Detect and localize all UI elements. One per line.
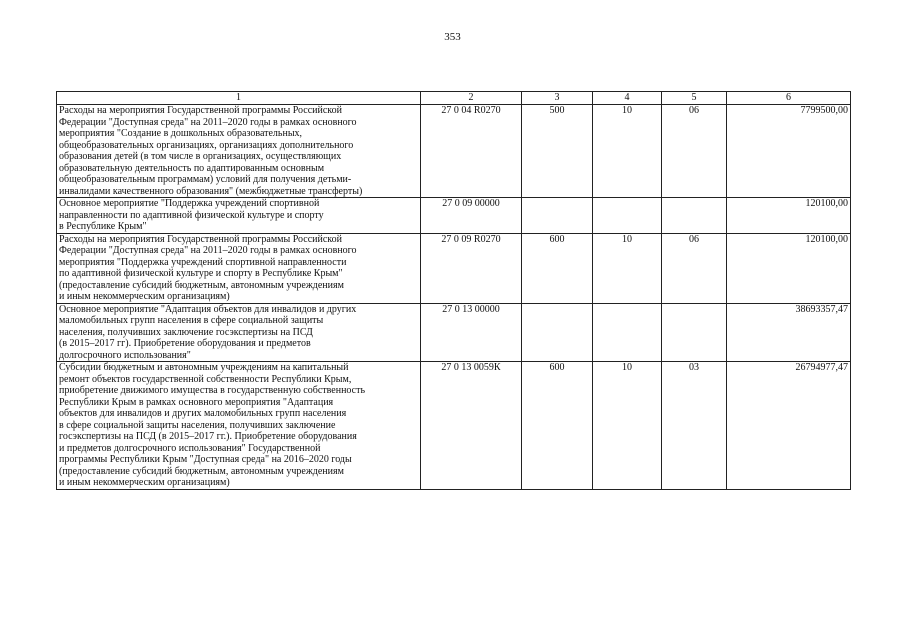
row-description xyxy=(57,198,421,234)
column-header-1: 1 xyxy=(57,92,421,105)
expense-type: 600 xyxy=(522,233,593,303)
budget-code: 27 0 09 00000 xyxy=(421,198,522,234)
section-code: 10 xyxy=(593,233,662,303)
description-line: Субсидии бюджетным и автономным учреждениям на капитальный xyxy=(59,362,349,373)
description-line: (предоставление субсидий бюджетным, автономным учреждениям xyxy=(59,279,344,291)
column-header-5: 5 xyxy=(662,92,727,105)
description-line: общеобразовательных организациях, организациях дополнительного xyxy=(59,139,354,151)
expense-type: 500 xyxy=(522,105,593,198)
amount: 7799500,00 xyxy=(727,105,851,198)
table-row xyxy=(57,198,851,234)
section-code: 10 xyxy=(593,105,662,198)
expense-type: 600 xyxy=(522,362,593,490)
column-header-2: 2 xyxy=(421,92,522,105)
subsection-code: 06 xyxy=(662,233,727,303)
budget-table xyxy=(56,91,851,490)
description-line: по адаптивной физической культуре и спорту в Республике Крым" xyxy=(59,268,343,279)
row-description xyxy=(57,303,421,362)
amount: 38693357,47 xyxy=(727,303,851,362)
description-line: мероприятия "Поддержка учреждений спортивной направленности xyxy=(59,256,347,268)
amount: 120100,00 xyxy=(727,198,851,234)
budget-code: 27 0 09 R0270 xyxy=(421,233,522,303)
section-code xyxy=(593,198,662,234)
description-line: общеобразовательным программам) условий для получения детьми- xyxy=(59,174,352,185)
description-line: Расходы на мероприятия Государственной программы Российской xyxy=(59,105,342,116)
description-line: (предоставление субсидий бюджетным, автономным учреждениям xyxy=(59,465,344,477)
description-line: и предметов долгосрочного использования" Государственной xyxy=(59,442,321,454)
description-line: Республики Крым в рамках основного мероприятия "Адаптация xyxy=(59,396,334,408)
description-line: программы Республики Крым "Доступная среда" на 2016–2020 годы xyxy=(59,454,352,465)
section-code: 10 xyxy=(593,362,662,490)
description-line: Основное мероприятие "Адаптация объектов для инвалидов и других xyxy=(59,303,357,315)
description-line: образования детей (в том числе в организациях, осуществляющих xyxy=(59,151,342,162)
description-line: мероприятия "Создание в дошкольных образовательных, xyxy=(59,128,303,139)
description-line: Расходы на мероприятия Государственной программы Российской xyxy=(59,233,342,245)
table-body xyxy=(57,105,851,490)
row-description xyxy=(57,233,421,303)
table-row xyxy=(57,362,851,490)
subsection-code: 06 xyxy=(662,105,727,198)
description-line: госэкспертизы на ПСД (в 2015–2017 гг.). Приобретение оборудования xyxy=(59,431,357,442)
table-header xyxy=(57,92,851,105)
description-line: Федерации "Доступная среда" на 2011–2020 годы в рамках основного xyxy=(59,245,357,256)
column-header-3: 3 xyxy=(522,92,593,105)
description-line: направленности по адаптивной физической культуре и спорту xyxy=(59,209,324,221)
description-line: (в 2015–2017 гг). Приобретение оборудования и предметов xyxy=(59,338,311,349)
budget-code: 27 0 13 0059К xyxy=(421,362,522,490)
row-description xyxy=(57,362,421,490)
description-line: долгосрочного использования" xyxy=(59,349,191,361)
amount: 26794977,47 xyxy=(727,362,851,490)
table-row xyxy=(57,303,851,362)
budget-code: 27 0 13 00000 xyxy=(421,303,522,362)
column-header-4: 4 xyxy=(593,92,662,105)
page-number: 353 xyxy=(444,31,461,43)
amount: 120100,00 xyxy=(727,233,851,303)
table-row xyxy=(57,233,851,303)
description-line: образовательную деятельность по адаптированным основным xyxy=(59,162,325,174)
row-description xyxy=(57,105,421,198)
description-line: и иным некоммерческим организациям) xyxy=(59,477,230,488)
description-line: приобретение движимого имущества в государственную собственность xyxy=(59,385,366,396)
table-row xyxy=(57,105,851,198)
description-line: в Республике Крым" xyxy=(59,221,147,232)
description-line: ремонт объектов государственной собственности Республики Крым, xyxy=(59,373,352,385)
description-line: Основное мероприятие "Поддержка учреждений спортивной xyxy=(59,198,320,209)
description-line: населения, получивших заключение госэкспертизы на ПСД xyxy=(59,326,313,338)
expense-type xyxy=(522,198,593,234)
header-row xyxy=(57,92,851,105)
column-header-6: 6 xyxy=(727,92,851,105)
subsection-code: 03 xyxy=(662,362,727,490)
description-line: объектов для инвалидов и других маломобильных групп населения xyxy=(59,408,347,419)
section-code xyxy=(593,303,662,362)
subsection-code xyxy=(662,198,727,234)
description-line: и иным некоммерческим организациям) xyxy=(59,291,230,302)
description-line: маломобильных групп населения в сфере социальной защиты xyxy=(59,315,324,326)
expense-type xyxy=(522,303,593,362)
subsection-code xyxy=(662,303,727,362)
description-line: инвалидами качественного образования" (межбюджетные трансферты) xyxy=(59,185,363,197)
budget-code: 27 0 04 R0270 xyxy=(421,105,522,198)
description-line: Федерации "Доступная среда" на 2011–2020 годы в рамках основного xyxy=(59,116,357,128)
description-line: в сфере социальной защиты населения, получивших заключение xyxy=(59,419,336,431)
